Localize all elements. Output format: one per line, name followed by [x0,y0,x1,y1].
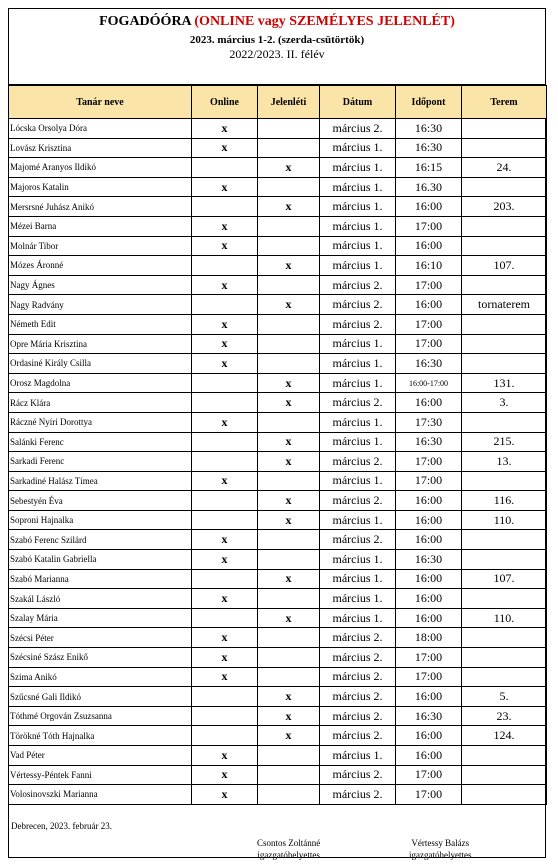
online-mark-cell: x [192,746,258,766]
online-mark-cell: x [192,785,258,805]
date-cell: március 2. [320,785,396,805]
online-mark-cell [192,726,258,746]
table-row [9,550,547,570]
date-cell: március 2. [320,275,396,295]
online-mark-cell [192,491,258,511]
signer-title: igazgatóhelyettes [409,850,472,860]
teacher-name-cell: Rácz Klára [9,393,192,413]
time-cell: 17:00 [396,334,462,354]
room-cell: 203. [462,197,547,217]
table-row [9,197,547,217]
teacher-name-cell: Szima Anikó [9,667,192,687]
table-row [9,412,547,432]
room-cell [462,236,547,256]
online-mark-cell [192,510,258,530]
in-person-mark-cell [258,765,320,785]
consultation-table [8,85,547,805]
in-person-mark-cell [258,216,320,236]
table-row [9,452,547,472]
teacher-name-cell: Vértessy-Péntek Fanni [9,765,192,785]
online-mark-cell: x [192,354,258,374]
time-cell: 16:00 [396,608,462,628]
teacher-name-cell: Lovász Krisztina [9,138,192,158]
date-cell: március 1. [320,510,396,530]
room-cell [462,589,547,609]
table-row [9,373,547,393]
teacher-name-cell: Salánki Ferenc [9,432,192,452]
in-person-mark-cell [258,785,320,805]
teacher-name-cell: Vad Péter [9,746,192,766]
online-mark-cell: x [192,119,258,139]
table-row [9,491,547,511]
signer-title: igazgatóhelyettes [257,850,320,860]
teacher-name-cell: Szakál László [9,589,192,609]
room-cell [462,119,547,139]
teacher-name-cell: Szabó Katalin Gabriella [9,550,192,570]
online-mark-cell: x [192,628,258,648]
table-row [9,236,547,256]
room-cell [462,177,547,197]
online-mark-cell: x [192,530,258,550]
table-row [9,648,547,668]
online-mark-cell [192,452,258,472]
online-mark-cell: x [192,275,258,295]
time-cell: 16:10 [396,256,462,276]
teacher-name-cell: Ráczné Nyíri Dorottya [9,412,192,432]
teacher-name-cell: Ordasiné Király Csilla [9,354,192,374]
in-person-mark-cell [258,471,320,491]
in-person-mark-cell: x [258,491,320,511]
date-cell: március 1. [320,746,396,766]
date-cell: március 2. [320,314,396,334]
date-cell: március 2. [320,119,396,139]
online-mark-cell: x [192,236,258,256]
date-cell: március 2. [320,295,396,315]
in-person-mark-cell: x [258,452,320,472]
online-mark-cell [192,158,258,178]
teacher-name-cell: Volosinovszki Marianna [9,785,192,805]
time-cell: 16:00 [396,236,462,256]
table-row [9,569,547,589]
time-cell: 16.30 [396,177,462,197]
teacher-name-cell: Soproni Hajnalka [9,510,192,530]
date-cell: március 2. [320,726,396,746]
time-cell: 17:00 [396,765,462,785]
teacher-name-cell: Majomé Aranyos Ildikó [9,158,192,178]
signature-block-2 [409,837,471,861]
date-cell: március 1. [320,177,396,197]
in-person-mark-cell [258,667,320,687]
table-row [9,158,547,178]
room-cell: tornaterem [462,295,547,315]
room-cell: 131. [462,373,547,393]
date-cell: március 1. [320,412,396,432]
time-cell: 16:00 [396,726,462,746]
online-mark-cell [192,687,258,707]
in-person-mark-cell: x [258,295,320,315]
room-cell [462,471,547,491]
place-and-date: Debrecen, 2023. február 23. [11,821,112,831]
online-mark-cell [192,197,258,217]
in-person-mark-cell [258,119,320,139]
room-cell: 3. [462,393,547,413]
in-person-mark-cell: x [258,256,320,276]
document-page [8,8,546,858]
teacher-name-cell: Nagy Ágnes [9,275,192,295]
teacher-name-cell: Szalay Mária [9,608,192,628]
date-cell: március 1. [320,256,396,276]
room-cell: 24. [462,158,547,178]
in-person-mark-cell [258,589,320,609]
date-cell: március 1. [320,158,396,178]
online-mark-cell [192,569,258,589]
table-row [9,785,547,805]
online-mark-cell: x [192,589,258,609]
table-row [9,687,547,707]
time-cell: 16:00-17:00 [396,373,462,393]
room-cell: 5. [462,687,547,707]
time-cell: 17:00 [396,648,462,668]
table-row [9,589,547,609]
date-cell: március 1. [320,236,396,256]
teacher-name-cell: Szabó Marianna [9,569,192,589]
in-person-mark-cell: x [258,158,320,178]
table-row [9,393,547,413]
date-cell: március 1. [320,354,396,374]
time-cell: 16:00 [396,197,462,217]
date-cell: március 1. [320,589,396,609]
table-row [9,510,547,530]
date-cell: március 2. [320,648,396,668]
date-cell: március 1. [320,334,396,354]
teacher-name-cell: Sebestyén Éva [9,491,192,511]
online-mark-cell [192,393,258,413]
in-person-mark-cell [258,138,320,158]
table-row [9,275,547,295]
date-cell: március 1. [320,550,396,570]
table-row [9,119,547,139]
teacher-name-cell: Majoros Katalin [9,177,192,197]
table-row [9,628,547,648]
table-row [9,334,547,354]
time-cell: 17:00 [396,216,462,236]
date-cell: március 1. [320,569,396,589]
signer-name: Csontos Zoltánné [257,838,321,848]
time-cell: 18:00 [396,628,462,648]
teacher-name-cell: Törökné Tóth Hajnalka [9,726,192,746]
room-cell [462,216,547,236]
date-cell: március 1. [320,197,396,217]
time-cell: 17:30 [396,412,462,432]
title-prefix: FOGADÓÓRA [99,14,191,29]
in-person-mark-cell [258,628,320,648]
time-cell: 16:00 [396,530,462,550]
online-mark-cell [192,608,258,628]
time-cell: 16:00 [396,393,462,413]
room-cell: 110. [462,510,547,530]
teacher-name-cell: Sarkadi Ferenc [9,452,192,472]
in-person-mark-cell: x [258,197,320,217]
table-row [9,138,547,158]
document-title [9,9,545,30]
date-cell: március 1. [320,471,396,491]
table-row [9,216,547,236]
room-cell [462,530,547,550]
column-header: Időpont [396,86,462,119]
time-cell: 16:30 [396,138,462,158]
in-person-mark-cell [258,236,320,256]
date-cell: március 2. [320,491,396,511]
in-person-mark-cell: x [258,432,320,452]
teacher-name-cell: Németh Edit [9,314,192,334]
table-row [9,667,547,687]
date-cell: március 2. [320,706,396,726]
time-cell: 16:15 [396,158,462,178]
time-cell: 17:00 [396,314,462,334]
date-cell: március 1. [320,373,396,393]
school-term: 2022/2023. II. félév [229,47,325,61]
room-cell [462,550,547,570]
in-person-mark-cell: x [258,608,320,628]
teacher-name-cell: Mézei Barna [9,216,192,236]
column-header: Online [192,86,258,119]
teacher-name-cell: Szabó Ferenc Szilárd [9,530,192,550]
time-cell: 16:00 [396,295,462,315]
in-person-mark-cell [258,746,320,766]
online-mark-cell [192,706,258,726]
room-cell [462,314,547,334]
time-cell: 17:00 [396,452,462,472]
table-body [9,119,547,805]
date-range: 2023. március 1-2. (szerda-csütörtök) [189,34,365,46]
teacher-name-cell: Mózes Áronné [9,256,192,276]
room-cell [462,628,547,648]
room-cell: 13. [462,452,547,472]
in-person-mark-cell [258,530,320,550]
date-cell: március 2. [320,452,396,472]
room-cell [462,648,547,668]
online-mark-cell: x [192,471,258,491]
table-row [9,256,547,276]
online-mark-cell: x [192,216,258,236]
in-person-mark-cell: x [258,726,320,746]
online-mark-cell: x [192,765,258,785]
room-cell [462,667,547,687]
date-cell: március 2. [320,765,396,785]
time-cell: 16:00 [396,510,462,530]
time-cell: 16:00 [396,687,462,707]
in-person-mark-cell: x [258,393,320,413]
column-header: Jelenléti [258,86,320,119]
room-cell [462,746,547,766]
table-row [9,726,547,746]
room-cell: 116. [462,491,547,511]
column-header: Tanár neve [9,86,192,119]
room-cell [462,785,547,805]
date-cell: március 2. [320,687,396,707]
online-mark-cell: x [192,550,258,570]
teacher-name-cell: Tóthmé Orgován Zsuzsanna [9,706,192,726]
table-row [9,765,547,785]
online-mark-cell: x [192,314,258,334]
title-highlight: (ONLINE vagy SZEMÉLYES JELENLÉT) [194,14,455,29]
teacher-name-cell: Nagy Radvány [9,295,192,315]
table-header-row [9,86,547,119]
time-cell: 17:00 [396,785,462,805]
room-cell [462,275,547,295]
table-row [9,530,547,550]
online-mark-cell: x [192,412,258,432]
teacher-name-cell: Szécsiné Szász Enikő [9,648,192,668]
room-cell: 124. [462,726,547,746]
date-cell: március 2. [320,667,396,687]
room-cell: 107. [462,256,547,276]
table-row [9,177,547,197]
time-cell: 17:00 [396,667,462,687]
in-person-mark-cell: x [258,687,320,707]
time-cell: 16:00 [396,569,462,589]
table-row [9,295,547,315]
table-row [9,746,547,766]
room-cell [462,765,547,785]
column-header: Dátum [320,86,396,119]
teacher-name-cell: Szécsi Péter [9,628,192,648]
online-mark-cell [192,373,258,393]
teacher-name-cell: Molnár Tibor [9,236,192,256]
room-cell: 23. [462,706,547,726]
time-cell: 16:30 [396,432,462,452]
date-cell: március 2. [320,393,396,413]
table-row [9,471,547,491]
time-cell: 16:30 [396,550,462,570]
teacher-name-cell: Mersrsné Juhász Anikó [9,197,192,217]
room-cell: 107. [462,569,547,589]
time-cell: 16:30 [396,706,462,726]
signer-name: Vértessy Balázs [411,838,470,848]
online-mark-cell [192,256,258,276]
time-cell: 16:00 [396,746,462,766]
date-cell: március 2. [320,628,396,648]
signature-block-1 [257,837,320,861]
in-person-mark-cell [258,275,320,295]
in-person-mark-cell: x [258,373,320,393]
in-person-mark-cell [258,648,320,668]
online-mark-cell: x [192,667,258,687]
table-row [9,354,547,374]
in-person-mark-cell [258,314,320,334]
time-cell: 16:30 [396,354,462,374]
teacher-name-cell: Szűcsné Gali Ildikó [9,687,192,707]
in-person-mark-cell [258,412,320,432]
date-cell: március 2. [320,530,396,550]
time-cell: 16:00 [396,491,462,511]
table-row [9,432,547,452]
online-mark-cell: x [192,177,258,197]
in-person-mark-cell [258,334,320,354]
teacher-name-cell: Sarkadiné Halász Tímea [9,471,192,491]
room-cell [462,138,547,158]
room-cell: 110. [462,608,547,628]
table-row [9,314,547,334]
time-cell: 17:00 [396,275,462,295]
in-person-mark-cell: x [258,706,320,726]
date-cell: március 1. [320,138,396,158]
room-cell: 215. [462,432,547,452]
time-cell: 17:00 [396,471,462,491]
room-cell [462,412,547,432]
in-person-mark-cell: x [258,510,320,530]
online-mark-cell: x [192,648,258,668]
time-cell: 16:30 [396,119,462,139]
column-header: Terem [462,86,547,119]
teacher-name-cell: Orosz Magdolna [9,373,192,393]
time-cell: 16:00 [396,589,462,609]
online-mark-cell: x [192,334,258,354]
online-mark-cell [192,295,258,315]
table-row [9,706,547,726]
room-cell [462,334,547,354]
teacher-name-cell: Lócska Orsolya Dóra [9,119,192,139]
table-row [9,608,547,628]
document-header [9,9,545,85]
in-person-mark-cell [258,177,320,197]
date-cell: március 1. [320,216,396,236]
online-mark-cell [192,432,258,452]
date-cell: március 1. [320,432,396,452]
in-person-mark-cell [258,550,320,570]
online-mark-cell: x [192,138,258,158]
in-person-mark-cell: x [258,569,320,589]
date-cell: március 1. [320,608,396,628]
room-cell [462,354,547,374]
in-person-mark-cell [258,354,320,374]
teacher-name-cell: Opre Mária Krisztina [9,334,192,354]
